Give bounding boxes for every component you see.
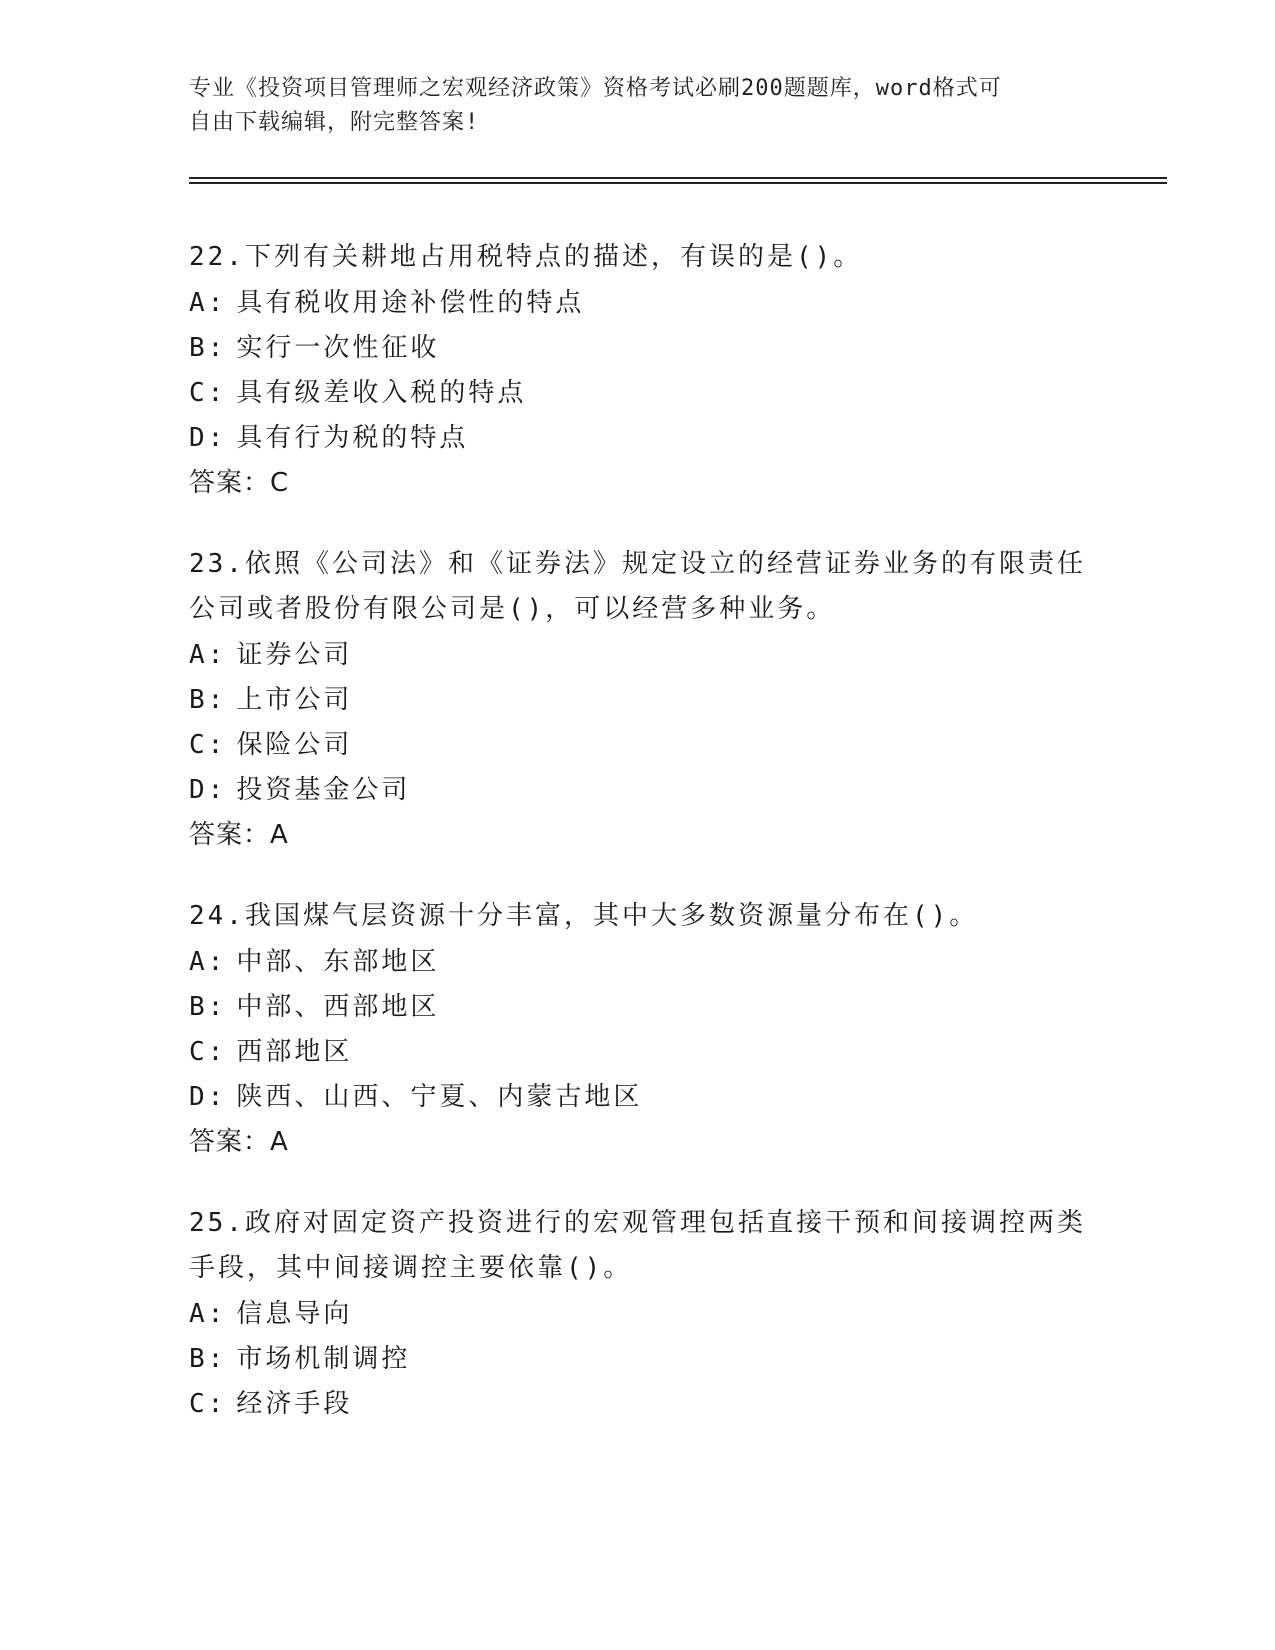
option-d [189,768,1089,813]
option-b [189,985,1089,1030]
option-text: 证券公司 [236,640,353,670]
option-key: D: [189,423,227,453]
option-text: 实行一次性征收 [236,333,440,363]
option-text: 西部地区 [236,1037,353,1067]
option-text: 保险公司 [236,730,353,760]
answer-line: 答案：A [189,820,289,850]
option-text: 投资基金公司 [236,775,411,805]
header-line-2: 自由下载编辑，附完整答案! [189,110,480,135]
option-text: 具有级差收入税的特点 [236,378,527,408]
answer-line: 答案：C [189,468,290,498]
option-key: A: [189,1299,227,1329]
question-25 [189,1201,1089,1427]
answer-line: 答案：A [189,1127,289,1157]
option-text: 信息导向 [236,1299,353,1329]
header-divider-bottom [189,182,1167,184]
document-header [189,72,1069,140]
question-22 [189,235,1089,506]
option-text: 陕西、山西、宁夏、内蒙古地区 [236,1082,643,1112]
option-text: 市场机制调控 [236,1344,411,1374]
header-divider-top [189,177,1167,179]
option-key: D: [189,1082,227,1112]
question-stem: 25.政府对固定资产投资进行的宏观管理包括直接干预和间接调控两类手段，其中间接调控主要依靠()。 [189,1208,1086,1283]
option-text: 具有行为税的特点 [236,423,469,453]
option-c [189,1382,1089,1427]
question-list [189,235,1089,1463]
option-key: C: [189,378,227,408]
option-a [189,633,1089,678]
option-key: C: [189,730,227,760]
option-key: A: [189,640,227,670]
option-c [189,1030,1089,1075]
option-text: 经济手段 [236,1389,353,1419]
option-key: B: [189,685,227,715]
option-b [189,326,1089,371]
option-key: C: [189,1037,227,1067]
option-a [189,1292,1089,1337]
option-key: D: [189,775,227,805]
option-text: 中部、东部地区 [236,947,440,977]
option-key: C: [189,1389,227,1419]
option-a [189,281,1089,326]
option-a [189,940,1089,985]
option-text: 中部、西部地区 [236,992,440,1022]
option-key: B: [189,333,227,363]
question-24 [189,894,1089,1165]
question-stem: 22.下列有关耕地占用税特点的描述，有误的是()。 [189,242,863,272]
option-key: A: [189,947,227,977]
option-text: 具有税收用途补偿性的特点 [236,288,585,318]
option-b [189,1337,1089,1382]
option-b [189,678,1089,723]
question-stem: 23.依照《公司法》和《证券法》规定设立的经营证券业务的有限责任公司或者股份有限公司是()，可以经营多种业务。 [189,549,1086,624]
header-line-1: 专业《投资项目管理师之宏观经济政策》资格考试必刷200题题库，word格式可 [189,76,1002,101]
option-d [189,416,1089,461]
option-key: B: [189,992,227,1022]
option-c [189,723,1089,768]
option-key: B: [189,1344,227,1374]
question-stem: 24.我国煤气层资源十分丰富，其中大多数资源量分布在()。 [189,901,979,931]
option-d [189,1075,1089,1120]
option-c [189,371,1089,416]
option-text: 上市公司 [236,685,353,715]
option-key: A: [189,288,227,318]
question-23 [189,542,1089,858]
